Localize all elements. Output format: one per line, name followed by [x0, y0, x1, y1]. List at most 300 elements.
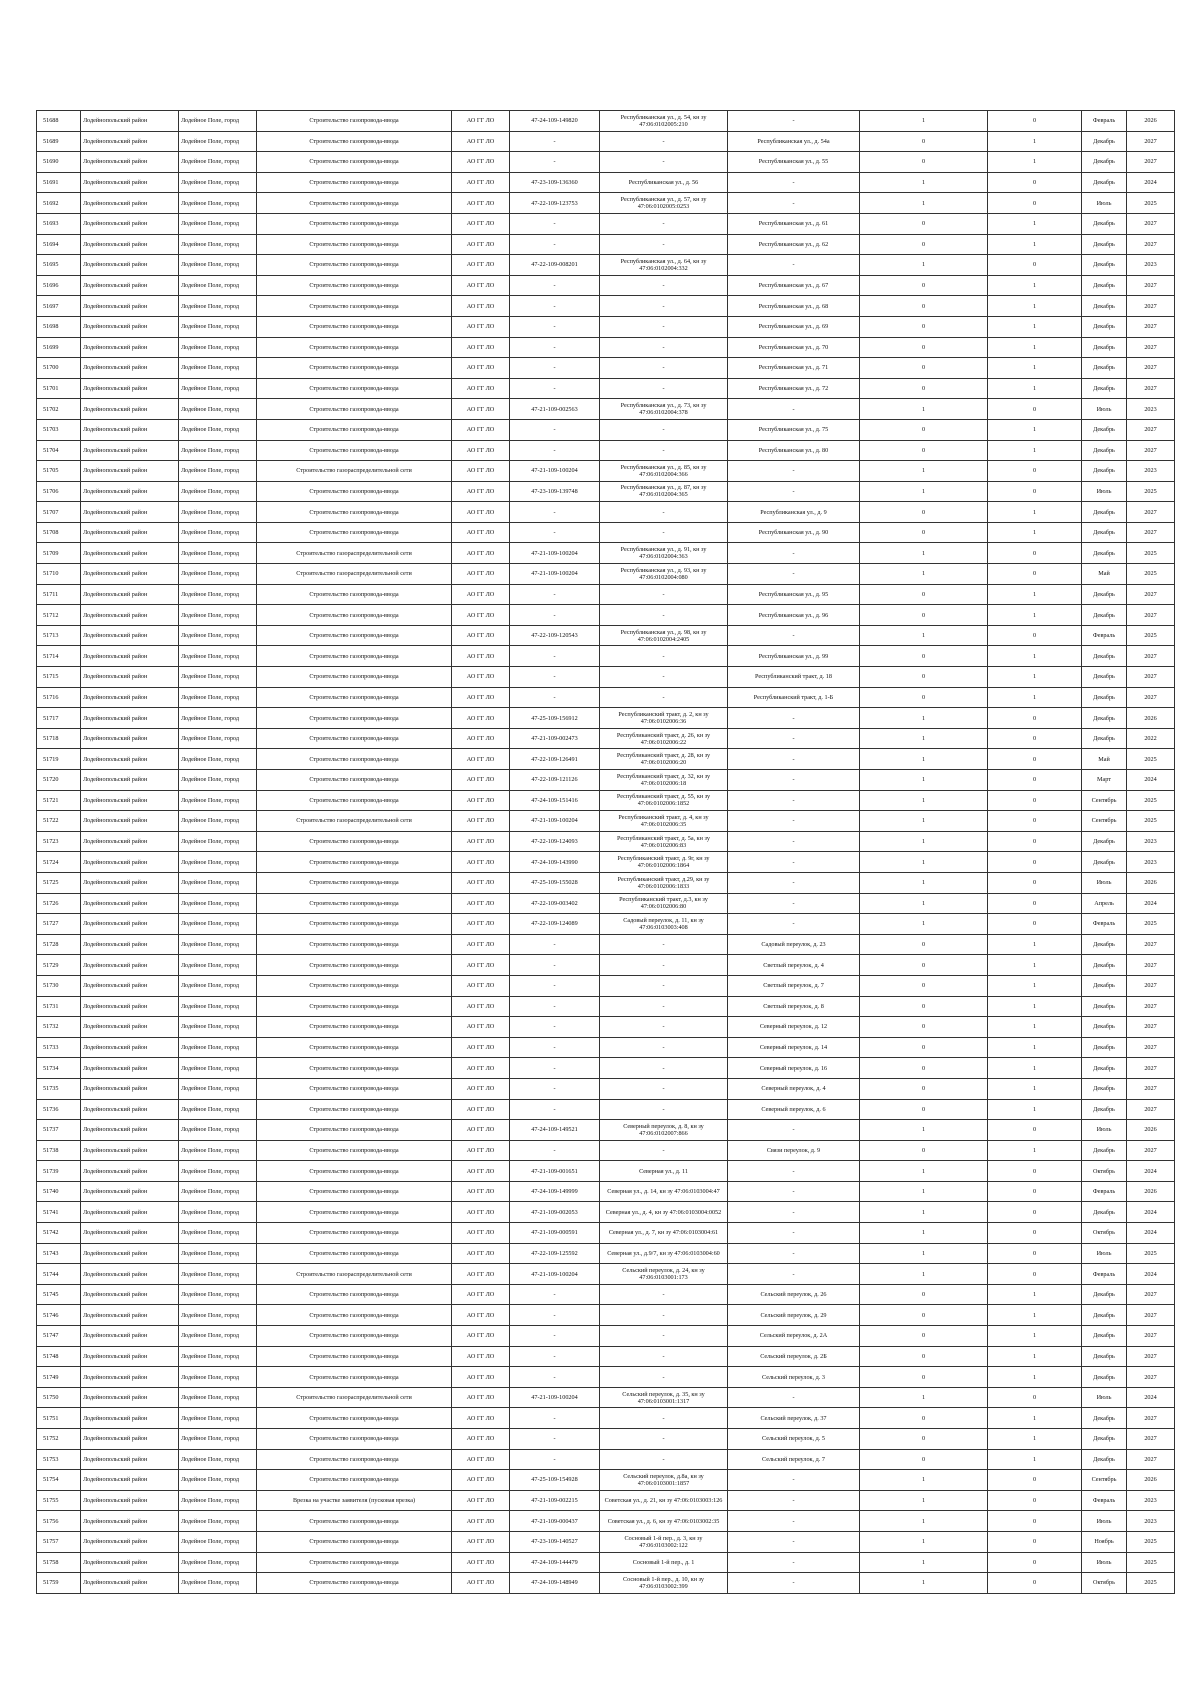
contract-number-cell: 47-25-109-155028 — [510, 872, 600, 893]
table-row — [37, 213, 1175, 234]
year-cell: 2027 — [1127, 502, 1175, 523]
planned-flag-cell: 1 — [988, 1367, 1082, 1388]
contract-number-cell: 47-21-109-002563 — [510, 399, 600, 420]
organization-cell: АО ГГ ЛО — [452, 1058, 510, 1079]
settlement-cell: Лодейное Поле, город — [179, 1449, 257, 1470]
planned-address-cell: - — [728, 914, 860, 935]
year-cell: 2024 — [1127, 770, 1175, 791]
planned-flag-cell: 1 — [988, 996, 1082, 1017]
row-number-cell: 51697 — [37, 296, 81, 317]
settlement-cell: Лодейное Поле, город — [179, 770, 257, 791]
work-type-cell: Строительство газопровода-ввода — [257, 378, 452, 399]
connected-flag-cell: 1 — [860, 1531, 988, 1552]
contract-number-cell: 47-22-109-125592 — [510, 1243, 600, 1264]
connected-address-cell: - — [600, 378, 728, 399]
row-number-cell: 51731 — [37, 996, 81, 1017]
year-cell: 2024 — [1127, 1202, 1175, 1223]
settlement-cell: Лодейное Поле, город — [179, 584, 257, 605]
settlement-cell: Лодейное Поле, город — [179, 1202, 257, 1223]
connected-address-cell: Республиканский тракт, д.29, кн зу 47:06:0102006:1833 — [600, 872, 728, 893]
month-cell: Июль — [1082, 872, 1127, 893]
connected-address-cell: - — [600, 296, 728, 317]
year-cell: 2027 — [1127, 275, 1175, 296]
work-type-cell: Строительство газораспределительной сети — [257, 461, 452, 482]
row-number-cell: 51736 — [37, 1099, 81, 1120]
planned-flag-cell: 0 — [988, 1511, 1082, 1532]
planned-flag-cell: 0 — [988, 749, 1082, 770]
connected-address-cell: Республиканский тракт, д. 9г, кн зу 47:06:0102006:1864 — [600, 852, 728, 873]
year-cell: 2025 — [1127, 1573, 1175, 1594]
planned-address-cell: - — [728, 852, 860, 873]
contract-number-cell: 47-24-109-149820 — [510, 111, 600, 132]
work-type-cell: Строительство газопровода-ввода — [257, 213, 452, 234]
table-row — [37, 893, 1175, 914]
contract-number-cell: 47-21-109-100204 — [510, 1264, 600, 1285]
connected-flag-cell: 1 — [860, 255, 988, 276]
settlement-cell: Лодейное Поле, город — [179, 1573, 257, 1594]
connected-flag-cell: 1 — [860, 1181, 988, 1202]
table-row — [37, 831, 1175, 852]
planned-flag-cell: 1 — [988, 337, 1082, 358]
district-cell: Лодейнопольский район — [81, 1367, 179, 1388]
row-number-cell: 51732 — [37, 1017, 81, 1038]
organization-cell: АО ГГ ЛО — [452, 1284, 510, 1305]
row-number-cell: 51735 — [37, 1078, 81, 1099]
planned-flag-cell: 0 — [988, 852, 1082, 873]
month-cell: Апрель — [1082, 893, 1127, 914]
district-cell: Лодейнопольский район — [81, 1346, 179, 1367]
work-type-cell: Строительство газопровода-ввода — [257, 172, 452, 193]
planned-flag-cell: 1 — [988, 316, 1082, 337]
organization-cell: АО ГГ ЛО — [452, 255, 510, 276]
connected-flag-cell: 1 — [860, 461, 988, 482]
connected-address-cell: Республиканская ул., д. 73, кн зу 47:06:0102004:378 — [600, 399, 728, 420]
contract-number-cell: 47-22-109-121126 — [510, 770, 600, 791]
settlement-cell: Лодейное Поле, город — [179, 522, 257, 543]
table-row — [37, 1243, 1175, 1264]
work-type-cell: Строительство газопровода-ввода — [257, 1223, 452, 1244]
contract-number-cell: 47-24-109-149521 — [510, 1120, 600, 1141]
month-cell: Декабрь — [1082, 605, 1127, 626]
connected-address-cell: - — [600, 213, 728, 234]
year-cell: 2027 — [1127, 358, 1175, 379]
work-type-cell: Строительство газопровода-ввода — [257, 399, 452, 420]
year-cell: 2025 — [1127, 749, 1175, 770]
organization-cell: АО ГГ ЛО — [452, 502, 510, 523]
connected-flag-cell: 1 — [860, 399, 988, 420]
row-number-cell: 51715 — [37, 667, 81, 688]
organization-cell: АО ГГ ЛО — [452, 1140, 510, 1161]
register-table — [36, 110, 1175, 1594]
planned-flag-cell: 0 — [988, 1243, 1082, 1264]
work-type-cell: Строительство газопровода-ввода — [257, 996, 452, 1017]
connected-address-cell: Советская ул., д. 6, кн зу 47:06:0103002:35 — [600, 1511, 728, 1532]
district-cell: Лодейнопольский район — [81, 811, 179, 832]
row-number-cell: 51759 — [37, 1573, 81, 1594]
month-cell: Февраль — [1082, 1181, 1127, 1202]
work-type-cell: Строительство газопровода-ввода — [257, 1161, 452, 1182]
contract-number-cell: - — [510, 1058, 600, 1079]
work-type-cell: Строительство газопровода-ввода — [257, 605, 452, 626]
organization-cell: АО ГГ ЛО — [452, 275, 510, 296]
month-cell: Декабрь — [1082, 728, 1127, 749]
settlement-cell: Лодейное Поле, город — [179, 996, 257, 1017]
row-number-cell: 51741 — [37, 1202, 81, 1223]
year-cell: 2025 — [1127, 811, 1175, 832]
connected-flag-cell: 1 — [860, 1120, 988, 1141]
planned-address-cell: Сельский переулок, д. 3 — [728, 1367, 860, 1388]
connected-address-cell: Сосновый 1-й пер., д. 1 — [600, 1552, 728, 1573]
row-number-cell: 51688 — [37, 111, 81, 132]
settlement-cell: Лодейное Поле, город — [179, 1284, 257, 1305]
planned-address-cell: - — [728, 1470, 860, 1491]
district-cell: Лодейнопольский район — [81, 996, 179, 1017]
table-row — [37, 852, 1175, 873]
row-number-cell: 51753 — [37, 1449, 81, 1470]
year-cell: 2023 — [1127, 1511, 1175, 1532]
contract-number-cell: - — [510, 213, 600, 234]
planned-address-cell: Республиканская ул., д. 95 — [728, 584, 860, 605]
settlement-cell: Лодейное Поле, город — [179, 1078, 257, 1099]
contract-number-cell: - — [510, 1099, 600, 1120]
work-type-cell: Строительство газопровода-ввода — [257, 934, 452, 955]
organization-cell: АО ГГ ЛО — [452, 316, 510, 337]
connected-address-cell: - — [600, 419, 728, 440]
settlement-cell: Лодейное Поле, город — [179, 316, 257, 337]
month-cell: Декабрь — [1082, 687, 1127, 708]
organization-cell: АО ГГ ЛО — [452, 1531, 510, 1552]
month-cell: Сентябрь — [1082, 811, 1127, 832]
row-number-cell: 51745 — [37, 1284, 81, 1305]
connected-flag-cell: 0 — [860, 1099, 988, 1120]
district-cell: Лодейнопольский район — [81, 1017, 179, 1038]
connected-flag-cell: 1 — [860, 1511, 988, 1532]
year-cell: 2024 — [1127, 1161, 1175, 1182]
month-cell: Декабрь — [1082, 337, 1127, 358]
row-number-cell: 51742 — [37, 1223, 81, 1244]
work-type-cell: Строительство газопровода-ввода — [257, 1284, 452, 1305]
year-cell: 2027 — [1127, 213, 1175, 234]
table-row — [37, 255, 1175, 276]
planned-address-cell: - — [728, 790, 860, 811]
organization-cell: АО ГГ ЛО — [452, 1202, 510, 1223]
planned-flag-cell: 0 — [988, 625, 1082, 646]
year-cell: 2027 — [1127, 1099, 1175, 1120]
settlement-cell: Лодейное Поле, город — [179, 461, 257, 482]
connected-flag-cell: 0 — [860, 1449, 988, 1470]
planned-address-cell: Сельский переулок, д. 7 — [728, 1449, 860, 1470]
connected-address-cell: Сельский переулок, д.8а, кн зу 47:06:0103001:1857 — [600, 1470, 728, 1491]
settlement-cell: Лодейное Поле, город — [179, 1490, 257, 1511]
planned-flag-cell: 0 — [988, 872, 1082, 893]
year-cell: 2024 — [1127, 1387, 1175, 1408]
contract-number-cell: 47-21-109-100204 — [510, 461, 600, 482]
connected-address-cell: - — [600, 975, 728, 996]
planned-address-cell: Республиканская ул., д. 67 — [728, 275, 860, 296]
organization-cell: АО ГГ ЛО — [452, 811, 510, 832]
row-number-cell: 51710 — [37, 564, 81, 585]
table-row — [37, 1449, 1175, 1470]
table-row — [37, 440, 1175, 461]
month-cell: Июль — [1082, 1552, 1127, 1573]
year-cell: 2026 — [1127, 708, 1175, 729]
connected-address-cell: - — [600, 1305, 728, 1326]
row-number-cell: 51706 — [37, 481, 81, 502]
year-cell: 2025 — [1127, 543, 1175, 564]
connected-flag-cell: 0 — [860, 1346, 988, 1367]
work-type-cell: Строительство газопровода-ввода — [257, 440, 452, 461]
table-row — [37, 1531, 1175, 1552]
district-cell: Лодейнопольский район — [81, 708, 179, 729]
settlement-cell: Лодейное Поле, город — [179, 1264, 257, 1285]
planned-address-cell: Светлый переулок, д. 7 — [728, 975, 860, 996]
work-type-cell: Строительство газопровода-ввода — [257, 1202, 452, 1223]
table-row — [37, 770, 1175, 791]
district-cell: Лодейнопольский район — [81, 1408, 179, 1429]
contract-number-cell: - — [510, 934, 600, 955]
work-type-cell: Строительство газопровода-ввода — [257, 1017, 452, 1038]
organization-cell: АО ГГ ЛО — [452, 831, 510, 852]
planned-flag-cell: 1 — [988, 1140, 1082, 1161]
connected-address-cell: - — [600, 934, 728, 955]
district-cell: Лодейнопольский район — [81, 337, 179, 358]
work-type-cell: Врезка на участке заявителя (пусковая врезка) — [257, 1490, 452, 1511]
work-type-cell: Строительство газопровода-ввода — [257, 893, 452, 914]
organization-cell: АО ГГ ЛО — [452, 667, 510, 688]
organization-cell: АО ГГ ЛО — [452, 934, 510, 955]
year-cell: 2026 — [1127, 111, 1175, 132]
month-cell: Декабрь — [1082, 1346, 1127, 1367]
month-cell: Июль — [1082, 1243, 1127, 1264]
row-number-cell: 51702 — [37, 399, 81, 420]
organization-cell: АО ГГ ЛО — [452, 213, 510, 234]
month-cell: Декабрь — [1082, 1305, 1127, 1326]
district-cell: Лодейнопольский район — [81, 358, 179, 379]
month-cell: Декабрь — [1082, 1408, 1127, 1429]
settlement-cell: Лодейное Поле, город — [179, 1037, 257, 1058]
district-cell: Лодейнопольский район — [81, 1181, 179, 1202]
row-number-cell: 51711 — [37, 584, 81, 605]
connected-flag-cell: 1 — [860, 914, 988, 935]
contract-number-cell: - — [510, 1017, 600, 1038]
year-cell: 2027 — [1127, 337, 1175, 358]
district-cell: Лодейнопольский район — [81, 152, 179, 173]
connected-address-cell: Северная ул., д. 7, кн зу 47:06:0103004:61 — [600, 1223, 728, 1244]
settlement-cell: Лодейное Поле, город — [179, 605, 257, 626]
row-number-cell: 51695 — [37, 255, 81, 276]
planned-address-cell: - — [728, 111, 860, 132]
contract-number-cell: 47-22-109-124093 — [510, 831, 600, 852]
row-number-cell: 51703 — [37, 419, 81, 440]
organization-cell: АО ГГ ЛО — [452, 605, 510, 626]
district-cell: Лодейнопольский район — [81, 255, 179, 276]
row-number-cell: 51704 — [37, 440, 81, 461]
planned-address-cell: Республиканская ул., д. 96 — [728, 605, 860, 626]
contract-number-cell: 47-23-109-140527 — [510, 1531, 600, 1552]
planned-address-cell: Сельский переулок, д. 26 — [728, 1284, 860, 1305]
table-row — [37, 564, 1175, 585]
month-cell: Декабрь — [1082, 1058, 1127, 1079]
table-row — [37, 1017, 1175, 1038]
planned-address-cell: - — [728, 1161, 860, 1182]
district-cell: Лодейнопольский район — [81, 296, 179, 317]
district-cell: Лодейнопольский район — [81, 1264, 179, 1285]
planned-address-cell: - — [728, 1120, 860, 1141]
year-cell: 2024 — [1127, 1264, 1175, 1285]
table-row — [37, 1573, 1175, 1594]
year-cell: 2027 — [1127, 1058, 1175, 1079]
connected-address-cell: Республиканская ул., д. 93, кн зу 47:06:0102004:080 — [600, 564, 728, 585]
year-cell: 2027 — [1127, 955, 1175, 976]
table-row — [37, 1202, 1175, 1223]
planned-address-cell: Светлый переулок, д. 8 — [728, 996, 860, 1017]
year-cell: 2027 — [1127, 440, 1175, 461]
work-type-cell: Строительство газопровода-ввода — [257, 914, 452, 935]
month-cell: Декабрь — [1082, 296, 1127, 317]
month-cell: Февраль — [1082, 1264, 1127, 1285]
planned-flag-cell: 1 — [988, 975, 1082, 996]
table-row — [37, 1223, 1175, 1244]
month-cell: Май — [1082, 564, 1127, 585]
connected-address-cell: Сельский переулок, д. 24, кн зу 47:06:0103001:173 — [600, 1264, 728, 1285]
planned-flag-cell: 0 — [988, 811, 1082, 832]
planned-address-cell: - — [728, 770, 860, 791]
connected-flag-cell: 1 — [860, 708, 988, 729]
row-number-cell: 51738 — [37, 1140, 81, 1161]
connected-flag-cell: 0 — [860, 1305, 988, 1326]
month-cell: Февраль — [1082, 1490, 1127, 1511]
connected-flag-cell: 0 — [860, 1408, 988, 1429]
row-number-cell: 51744 — [37, 1264, 81, 1285]
year-cell: 2025 — [1127, 625, 1175, 646]
year-cell: 2027 — [1127, 1449, 1175, 1470]
table-row — [37, 193, 1175, 214]
organization-cell: АО ГГ ЛО — [452, 708, 510, 729]
connected-address-cell: Республиканский тракт, д. 5а, кн зу 47:06:0102006:83 — [600, 831, 728, 852]
row-number-cell: 51740 — [37, 1181, 81, 1202]
connected-flag-cell: 1 — [860, 728, 988, 749]
settlement-cell: Лодейное Поле, город — [179, 111, 257, 132]
planned-flag-cell: 0 — [988, 481, 1082, 502]
work-type-cell: Строительство газопровода-ввода — [257, 1470, 452, 1491]
row-number-cell: 51700 — [37, 358, 81, 379]
connected-flag-cell: 0 — [860, 1078, 988, 1099]
year-cell: 2027 — [1127, 1367, 1175, 1388]
organization-cell: АО ГГ ЛО — [452, 172, 510, 193]
organization-cell: АО ГГ ЛО — [452, 419, 510, 440]
year-cell: 2023 — [1127, 255, 1175, 276]
table-row — [37, 1367, 1175, 1388]
district-cell: Лодейнопольский район — [81, 275, 179, 296]
planned-flag-cell: 1 — [988, 419, 1082, 440]
planned-address-cell: - — [728, 872, 860, 893]
connected-address-cell: - — [600, 687, 728, 708]
connected-flag-cell: 1 — [860, 172, 988, 193]
connected-flag-cell: 1 — [860, 193, 988, 214]
settlement-cell: Лодейное Поле, город — [179, 172, 257, 193]
connected-address-cell: - — [600, 1429, 728, 1450]
table-row — [37, 502, 1175, 523]
organization-cell: АО ГГ ЛО — [452, 1573, 510, 1594]
planned-address-cell: Светлый переулок, д. 4 — [728, 955, 860, 976]
district-cell: Лодейнопольский район — [81, 564, 179, 585]
work-type-cell: Строительство газопровода-ввода — [257, 1346, 452, 1367]
connected-address-cell: Республиканский тракт, д. 28, кн зу 47:06:0102006:20 — [600, 749, 728, 770]
year-cell: 2027 — [1127, 522, 1175, 543]
year-cell: 2026 — [1127, 1181, 1175, 1202]
district-cell: Лодейнопольский район — [81, 790, 179, 811]
connected-address-cell: - — [600, 584, 728, 605]
work-type-cell: Строительство газопровода-ввода — [257, 1181, 452, 1202]
settlement-cell: Лодейное Поле, город — [179, 213, 257, 234]
connected-flag-cell: 0 — [860, 213, 988, 234]
planned-flag-cell: 1 — [988, 440, 1082, 461]
month-cell: Декабрь — [1082, 502, 1127, 523]
work-type-cell: Строительство газопровода-ввода — [257, 1326, 452, 1347]
organization-cell: АО ГГ ЛО — [452, 358, 510, 379]
row-number-cell: 51689 — [37, 131, 81, 152]
district-cell: Лодейнопольский район — [81, 1161, 179, 1182]
connected-address-cell: Советская ул., д. 21, кн зу 47:06:0103003:126 — [600, 1490, 728, 1511]
planned-address-cell: - — [728, 461, 860, 482]
planned-flag-cell: 0 — [988, 914, 1082, 935]
settlement-cell: Лодейное Поле, город — [179, 811, 257, 832]
organization-cell: АО ГГ ЛО — [452, 955, 510, 976]
settlement-cell: Лодейное Поле, город — [179, 378, 257, 399]
district-cell: Лодейнопольский район — [81, 316, 179, 337]
contract-number-cell: 47-22-109-003402 — [510, 893, 600, 914]
contract-number-cell: - — [510, 667, 600, 688]
work-type-cell: Строительство газопровода-ввода — [257, 1099, 452, 1120]
settlement-cell: Лодейное Поле, город — [179, 872, 257, 893]
district-cell: Лодейнопольский район — [81, 1120, 179, 1141]
year-cell: 2027 — [1127, 152, 1175, 173]
connected-address-cell: Северная ул., д.9/7, кн зу 47:06:0103004:60 — [600, 1243, 728, 1264]
connected-flag-cell: 0 — [860, 955, 988, 976]
organization-cell: АО ГГ ЛО — [452, 1408, 510, 1429]
table-row — [37, 481, 1175, 502]
month-cell: Декабрь — [1082, 378, 1127, 399]
month-cell: Декабрь — [1082, 1078, 1127, 1099]
planned-flag-cell: 0 — [988, 893, 1082, 914]
district-cell: Лодейнопольский район — [81, 687, 179, 708]
year-cell: 2025 — [1127, 1243, 1175, 1264]
table-row — [37, 172, 1175, 193]
month-cell: Декабрь — [1082, 1284, 1127, 1305]
planned-flag-cell: 1 — [988, 646, 1082, 667]
table-row — [37, 914, 1175, 935]
organization-cell: АО ГГ ЛО — [452, 790, 510, 811]
contract-number-cell: 47-24-109-143990 — [510, 852, 600, 873]
table-row — [37, 1346, 1175, 1367]
month-cell: Сентябрь — [1082, 790, 1127, 811]
work-type-cell: Строительство газопровода-ввода — [257, 1037, 452, 1058]
connected-address-cell: - — [600, 1017, 728, 1038]
table-row — [37, 275, 1175, 296]
planned-flag-cell: 0 — [988, 1202, 1082, 1223]
planned-address-cell: Сельский переулок, д. 29 — [728, 1305, 860, 1326]
organization-cell: АО ГГ ЛО — [452, 728, 510, 749]
contract-number-cell: 47-21-109-002215 — [510, 1490, 600, 1511]
row-number-cell: 51713 — [37, 625, 81, 646]
work-type-cell: Строительство газопровода-ввода — [257, 1367, 452, 1388]
planned-flag-cell: 1 — [988, 131, 1082, 152]
settlement-cell: Лодейное Поле, город — [179, 1099, 257, 1120]
month-cell: Февраль — [1082, 111, 1127, 132]
month-cell: Декабрь — [1082, 975, 1127, 996]
planned-flag-cell: 0 — [988, 461, 1082, 482]
row-number-cell: 51743 — [37, 1243, 81, 1264]
